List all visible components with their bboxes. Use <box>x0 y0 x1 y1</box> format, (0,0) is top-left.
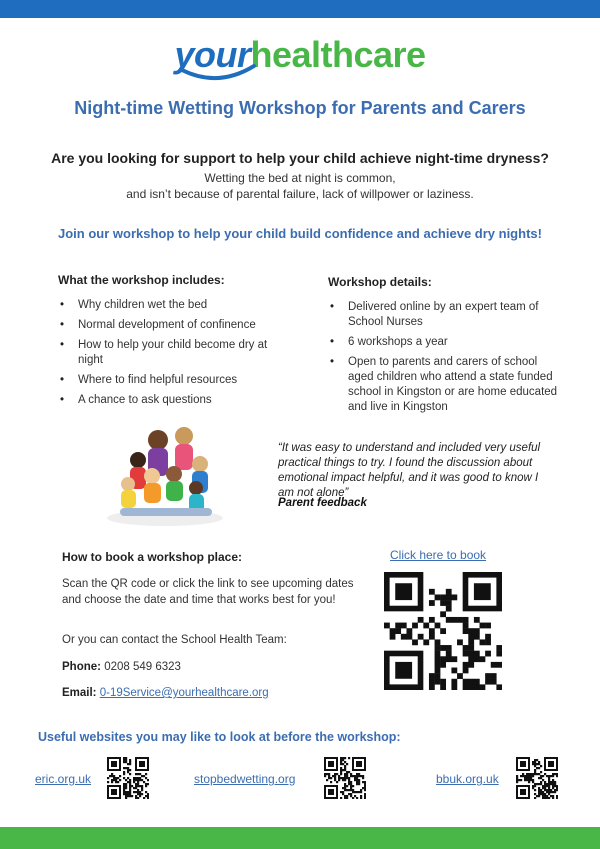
contact-text: Or you can contact the School Health Team: <box>62 634 287 646</box>
includes-heading: What the workshop includes: <box>58 273 225 287</box>
children-group-photo <box>100 418 230 530</box>
intro-text <box>0 170 600 202</box>
bbuk-qr-code[interactable] <box>516 757 558 799</box>
eric-qr-code[interactable] <box>107 757 149 799</box>
site-link-bbuk[interactable]: bbuk.org.uk <box>436 772 499 786</box>
site-link-eric[interactable]: eric.org.uk <box>35 772 92 786</box>
booking-qr-code[interactable] <box>384 572 502 690</box>
email-line <box>62 685 362 701</box>
page-title: Night-time Wetting Workshop for Parents and Carers <box>74 98 526 118</box>
stopbedwetting-qr-code[interactable] <box>324 757 366 799</box>
details-list <box>328 300 560 420</box>
top-color-bar <box>0 0 600 18</box>
list-item: • 6 workshops a year <box>328 335 560 350</box>
join-tagline: Join our workshop to help your child build confidence and achieve dry nights! <box>58 226 542 241</box>
intro-line-1: Wetting the bed at night is common, <box>204 171 396 185</box>
list-item: • Delivered online by an expert team of School Nurses <box>328 300 560 330</box>
site-link-stopbedwetting[interactable]: stopbedwetting.org <box>194 772 296 786</box>
list-item: • Why children wet the bed <box>58 298 278 313</box>
details-heading: Workshop details: <box>328 275 432 289</box>
logo-swoosh-icon <box>178 62 258 84</box>
lead-question: Are you looking for support to help your child achieve night-time dryness? <box>51 150 549 166</box>
booking-instructions: Scan the QR code or click the link to see upcoming dates and choose the date and time that works best for you! <box>62 578 354 606</box>
list-item: • Where to find helpful resources <box>58 373 278 388</box>
booking-heading: How to book a workshop place: <box>62 550 243 564</box>
brand-logo <box>0 34 600 76</box>
list-item: • A chance to ask questions <box>58 393 278 408</box>
useful-websites-heading: Useful websites you may like to look at before the workshop: <box>38 730 401 744</box>
bottom-color-bar <box>0 827 600 849</box>
includes-list <box>58 298 278 413</box>
email-link[interactable]: 0-19Service@yourhealthcare.org <box>99 687 269 699</box>
book-link[interactable]: Click here to book <box>390 548 487 562</box>
quote-attribution: Parent feedback <box>278 497 367 509</box>
phone-number: 0208 549 6323 <box>104 661 181 673</box>
list-item: • Open to parents and carers of school aged children who attend a state funded school in Kingston or are home educated and live in Kingston <box>328 355 560 415</box>
phone-line <box>62 659 362 675</box>
list-item: • Normal development of confinence <box>58 318 278 333</box>
parent-quote: “It was easy to understand and included very useful practical things to try. I found the discussion about emotional impact helpful, and it was good to know I am not alone” <box>278 442 541 499</box>
logo-your: your <box>174 34 251 75</box>
email-label: Email: <box>62 687 97 699</box>
logo-healthcare: healthcare <box>250 34 426 75</box>
phone-label: Phone: <box>62 661 101 673</box>
list-item: • How to help your child become dry at night <box>58 338 278 368</box>
intro-line-2: and isn’t because of parental failure, lack of willpower or laziness. <box>126 187 474 201</box>
